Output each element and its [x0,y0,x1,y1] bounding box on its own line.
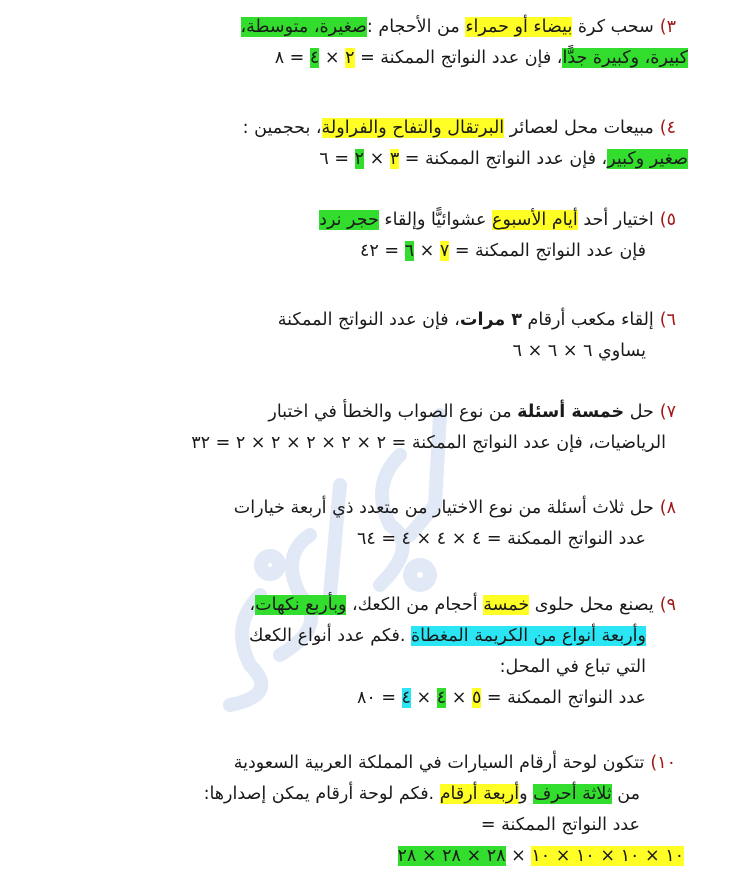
highlight-yellow: أربعة أرقام [439,784,520,804]
factor: ٤ [401,688,411,708]
factor: ٤ [436,688,447,708]
text: من نوع الصواب والخطأ في اختبار [268,402,518,422]
text: من [611,784,640,804]
highlight-green: كبيرة، وكبيرة جدًّا [562,48,688,68]
result: = ٨ [274,48,310,68]
bold-text: خمسة أسئلة [517,402,625,422]
factor: ٧ [439,241,450,261]
problem-7-line-1 [191,397,676,428]
problem-6 [278,305,676,367]
problem-8-line-2: عدد النواتج الممكنة = ٤ × ٤ × ٤ = ٦٤ [356,529,646,549]
factor: ٢ [354,149,365,169]
highlight-yellow: أيام الأسبوع [492,210,578,230]
result: = ٤٢ [360,241,405,261]
problem-9-line-4 [249,683,646,714]
problem-9-line-1 [249,590,676,621]
text: .فكم عدد أنواع الكعك [248,626,412,646]
formula-letters: ٢٨ × ٢٨ × ٢٨ [397,846,506,866]
problem-10-line-1 [204,748,676,779]
highlight-yellow: البرتقال والتفاح والفراولة [321,118,505,138]
factor: ٢ [345,48,355,68]
times-sign: × [414,241,440,261]
factor: ٤ [309,48,320,68]
problem-number: ٥) [659,210,676,230]
text: ، فإن عدد النواتج الممكنة = [399,149,608,169]
text: ، بحجمين : [242,118,322,138]
problem-4 [242,113,688,175]
text: حل [624,402,654,422]
problem-number: ٣) [659,17,676,37]
text: عشوائيًّا وإلقاء [378,210,493,230]
problem-5-line-2 [319,236,646,267]
highlight-green: ثلاثة أحرف [533,784,612,804]
text: إلقاء مكعب أرقام [521,310,654,330]
problem-9 [249,590,676,714]
problem-number: ٦) [659,310,676,330]
problem-3 [240,12,688,74]
text: عدد النواتج الممكنة = [481,688,646,708]
problem-10-line-2 [204,779,640,810]
problem-3-line-2 [241,43,688,74]
problem-number: ٧) [659,402,676,422]
problem-6-line-1 [278,305,676,336]
times-sign: × [319,48,346,68]
text: اختيار أحد [577,210,654,230]
problem-4-line-2 [243,144,688,175]
problem-3-line-1 [241,12,676,43]
problem-number: ٤) [659,118,676,138]
text: ، فإن عدد النواتج الممكنة [277,310,460,330]
problem-10-line-4 [204,841,684,872]
problem-5-line-1 [319,205,676,236]
factor: ٦ [404,241,415,261]
problem-4-line-1 [243,113,676,144]
highlight-green: وبأربع نكهات [255,595,347,615]
problem-8-line-1 [234,493,676,524]
problem-number: ٩) [659,595,676,615]
problem-5 [319,205,676,267]
times-sign: × [446,688,472,708]
highlight-cyan: وأربعة أنواع من الكريمة المغطاة [411,626,646,646]
highlight-green: صغيرة، متوسطة، [240,17,367,37]
text: ، فإن عدد النواتج الممكنة = [354,48,563,68]
problem-7 [191,397,676,459]
problem-8 [234,493,676,555]
text: تتكون لوحة أرقام السيارات في المملكة العربية السعودية [233,753,645,773]
problem-6-line-2: يساوي ٦ × ٦ × ٦ [512,341,646,361]
result: = ٨٠ [356,688,402,708]
times-sign: × [364,149,390,169]
problem-number: ١٠) [650,753,676,773]
problem-number: ٨) [659,498,676,518]
result: = ٦ [319,149,355,169]
highlight-yellow: خمسة [483,595,530,615]
factor: ٣ [389,149,400,169]
text: أحجام من الكعك، [346,595,484,615]
times-sign: × [505,846,532,866]
text: مبيعات محل لعصائر [504,118,654,138]
formula-digits: ١٠ × ١٠ × ١٠ × ١٠ [531,846,684,866]
text: من الأحجام : [366,17,466,37]
problem-7-line-2: الرياضيات، فإن عدد النواتج الممكنة = ٢ × ٢ × ٢ × ٢ × ٢ = ٣٢ [191,433,666,453]
highlight-green: صغير وكبير [607,149,688,169]
text: .فكم لوحة أرقام يمكن إصدارها: [203,784,440,804]
text: سحب كرة [572,17,654,37]
problem-9-line-2 [249,621,646,652]
highlight-yellow: بيضاء أو حمراء [465,17,573,37]
highlight-green: حجر نرد [319,210,379,230]
text: و [519,784,534,804]
problem-9-line-3: التي تباع في المحل: [499,657,646,677]
problem-10-line-3: عدد النواتج الممكنة = [480,815,640,835]
factor: ٥ [471,688,482,708]
text: حل ثلاث أسئلة من نوع الاختيار من متعدد ذي أربعة خيارات [233,498,654,518]
bold-text: ٣ مرات [459,310,522,330]
watermark-text: أحمد صالح الأيبي [336,565,344,566]
text: يصنع محل حلوى [529,595,654,615]
text: ، [249,595,256,615]
times-sign: × [410,688,437,708]
problem-10 [203,748,684,872]
text: فإن عدد النواتج الممكنة = [449,241,646,261]
